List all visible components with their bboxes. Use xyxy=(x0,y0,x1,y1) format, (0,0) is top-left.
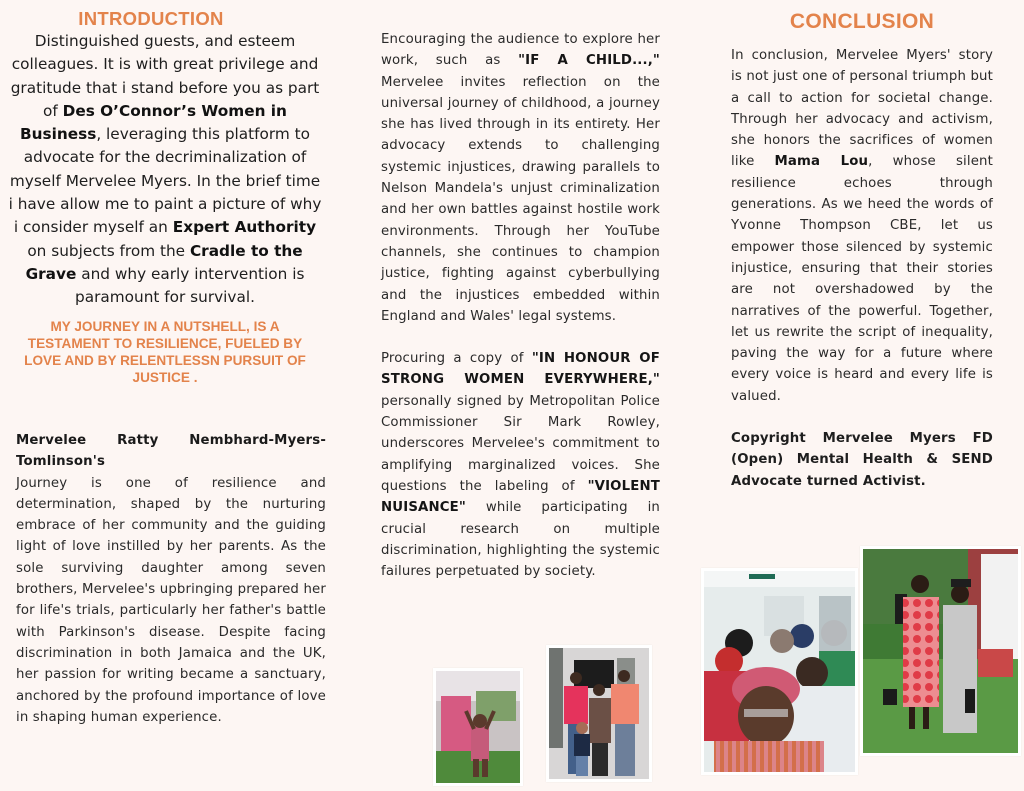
des-oconnor-bold: Des O’Connor’s Women in Business xyxy=(19,101,287,144)
expert-authority-bold: Expert Authority xyxy=(172,218,317,237)
introduction-column xyxy=(8,8,322,386)
middle-paragraph-2: Procuring a copy of "IN HONOUR OF STRONG WOMEN EVERYWHERE," personally signed by Metropolitan Police Commissioner Sir Mark Rowley, underscores Mervelee's commitment to amplifying marginalized voices. She questions the labeling of "VIOLENT NUISANCE" while participating in crucial research on multiple discrimination, highlighting the systemic failures perpetuated by society. xyxy=(381,351,660,580)
introduction-paragraph: Distinguished guests, and esteem colleagues. It is with great privilege and gratitude that i stand before you as part of Des O’Connor’s Women in Business, leveraging this platform to advocate for the decriminalization of myself Mervelee Myers. In the brief time i have allow me to paint a picture of why i consider myself an Expert Authority on subjects from the Cradle to the Grave and why early intervention is paramount for survival. xyxy=(8,32,322,307)
introduction-heading: INTRODUCTION xyxy=(78,8,224,29)
group-selfie-photo xyxy=(701,568,858,775)
race-finish-photo xyxy=(433,668,523,786)
if-a-child-title: "IF A CHILD...," xyxy=(518,53,660,69)
journey-name: Mervelee Ratty Nembhard-Myers-Tomlinson's xyxy=(16,433,326,470)
middle-column xyxy=(381,29,660,582)
conclusion-heading: CONCLUSION xyxy=(789,10,935,33)
family-group-photo xyxy=(546,645,652,782)
middle-paragraph-1: Encouraging the audience to explore her work, such as "IF A CHILD...," Mervelee invites reflection on the universal journey of childhood, a journey she has lived through in its entirety. Her advocacy extends to challenging systemic injustices, drawing parallels to Nelson Mandela's unjust criminalization and her own battles against hostile work environments. Through her YouTube channels, she continues to champion justice, fighting against cyberbullying and the injustices embedded within England and Wales' legal systems. xyxy=(381,32,660,324)
conclusion-paragraph: In conclusion, Mervelee Myers' story is not just one of personal triumph but a call to action for societal change. Through her advocacy and activism, she honors the sacrifices of women like Mama Lou, whose silent resilience echoes through generations. As we heed the words of Yvonne Thompson CBE, let us empower those silenced by systemic injustice, ensuring that their stories are not overshadowed by the narratives of the powerful. Together, let us rewrite the script of inequality, paving the way for a future where every voice is heard and every life is valued. xyxy=(731,48,993,404)
cradle-grave-bold: Cradle to the Grave xyxy=(25,241,303,283)
honour-strong-women-title: "IN HONOUR OF STRONG WOMEN EVERYWHERE," xyxy=(381,351,660,388)
copyright-notice: Copyright Mervelee Myers FD (Open) Mental Health & SEND Advocate turned Activist. xyxy=(731,431,993,489)
violent-nuisance-label: "VIOLENT NUISANCE" xyxy=(381,478,660,516)
mama-lou-bold: Mama Lou xyxy=(774,154,869,170)
journey-tagline: MY JOURNEY IN A NUTSHELL, IS A TESTAMENT TO RESILIENCE, FUELED BY LOVE AND BY RELENTLESSN PURSUIT OF JUSTICE . xyxy=(24,318,306,386)
journey-section xyxy=(16,430,326,728)
two-women-garden-photo xyxy=(860,546,1021,756)
journey-text: Journey is one of resilience and determination, shaped by the nurturing embrace of her community and the guiding light of love instilled by her parents. As the sole surviving daughter among seven brothers, Mervelee's upbringing prepared her for life's trials, particularly her father's battle with Parkinson's disease. Despite facing discrimination in both Jamaica and the UK, her passion for writing became a sanctuary, anchored by the profound importance of love in shaping human experience. xyxy=(16,475,326,725)
conclusion-column xyxy=(731,10,993,492)
